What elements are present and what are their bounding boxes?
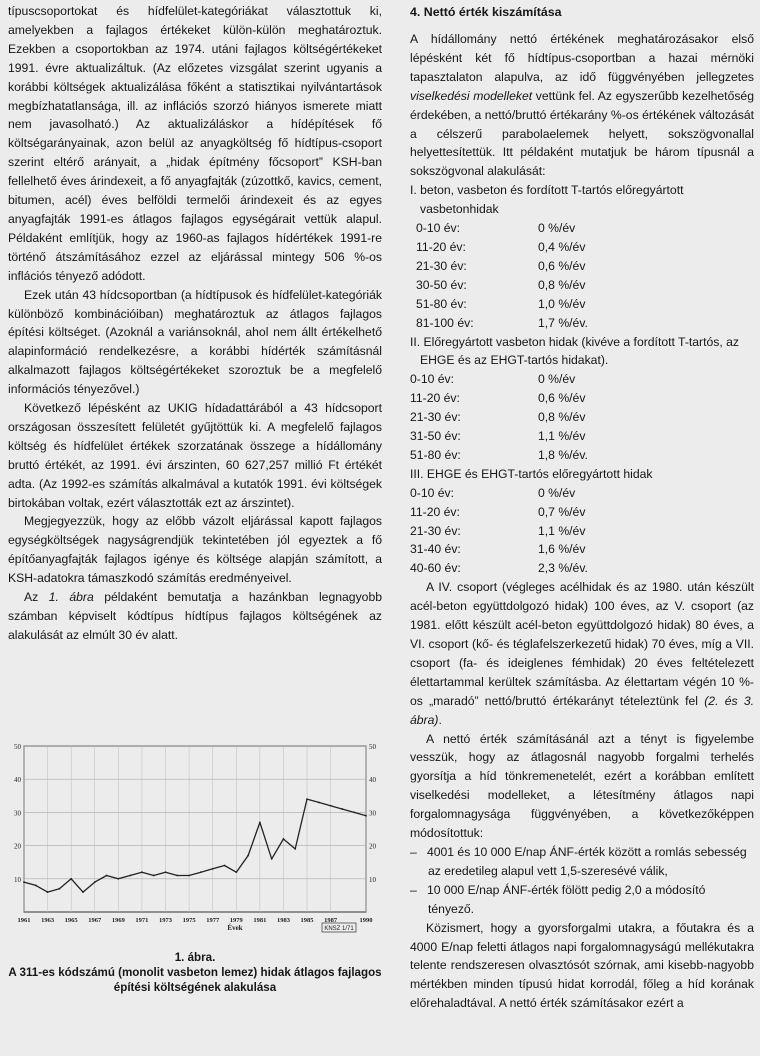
age-range: 40-60 év: (410, 561, 461, 576)
data-point (235, 871, 237, 873)
x-tick-label: 1969 (111, 917, 125, 924)
rate-value: 0,8 %/év (538, 410, 586, 425)
paragraph-2: Ezek után 43 hídcsoportban (a hídtípusok és hídfelület-kategóriák különböző kombinációiban) meghatároztuk az átlagos fajlagos építési költséget. (Azoknál a variánsoknál, ahol nem állt értékelhető alapinformáció rendelkezésre, a korábbi hídérték számításnál alkalmazott fajlagos költségértékeket szoroztuk be a megfelelő információs tényezővel.) (8, 287, 382, 397)
data-point (294, 848, 296, 850)
age-range: 0-10 év: (416, 221, 461, 236)
x-tick-label: 1990 (359, 917, 373, 924)
data-point (176, 875, 178, 877)
text-run: A hídállomány nettó értékének meghatározásakor első lépésként két fő hídtípus-csoportban a hazai mérnöki tapasztalaton alapulva, az idő függvényében jellegzetes (410, 32, 754, 84)
lifespan-paragraph (410, 578, 754, 729)
rate-value: 2,3 %/év. (538, 561, 588, 576)
data-point (106, 875, 108, 877)
data-point (47, 891, 49, 893)
text-run: példaként bemutatja a hazánkban legnagyobb számban képviselt kódtípus hídtípus fajlagos költségének az alakulását az elmúlt 30 év alatt. (8, 590, 383, 642)
y-tick-label: 10 (14, 875, 21, 884)
data-point (153, 875, 155, 877)
y-tick-label-right: 40 (369, 776, 376, 785)
paragraph-3: Következő lépésként az UKIG hídadattárából a 43 hídcsoport országosan összesített felületét gyűjtöttük ki. A megfelelő fajlagos költség és hídfelület értékek szorzatának összege a hídállomány bruttó értékét, az 1991. évi árszinten, 60 627,257 millió Ft értékét adta. (Az 1992-es számítás alkalmával a kutatók 1991. évi költségek birtokában voltak, ezért választották ezt az árszintet). (8, 401, 382, 510)
x-tick-label: 1975 (182, 917, 196, 924)
rate-row (410, 540, 754, 559)
y-tick-label-right: 10 (369, 875, 376, 884)
figure-caption (8, 950, 382, 995)
age-range: 11-20 év: (410, 504, 460, 519)
data-point (188, 875, 190, 877)
x-tick-label: 1961 (17, 917, 31, 924)
rate-row (410, 522, 754, 541)
age-range: 30-50 év: (416, 277, 467, 292)
data-point (212, 868, 214, 870)
rate-row (410, 559, 754, 578)
x-axis-label: Évek (227, 924, 243, 932)
age-range: 31-50 év: (410, 429, 461, 444)
x-tick-label: 1971 (135, 917, 149, 924)
figure-stamp: KNSZ 1/71 (324, 926, 354, 932)
left-column (8, 2, 382, 645)
age-range: 11-20 év: (410, 391, 460, 406)
age-range: 81-100 év: (416, 315, 474, 330)
group-2 (410, 333, 754, 465)
data-point (342, 808, 344, 810)
bullet-item: – 10 000 E/nap ÁNF-érték fölött pedig 2,0 a módosító tényező. (410, 882, 706, 916)
rate-row (410, 314, 754, 333)
data-point (35, 885, 37, 887)
age-range: 11-20 év: (416, 239, 466, 254)
age-range: 31-40 év: (410, 542, 461, 557)
rate-row (410, 427, 754, 446)
rate-row (410, 276, 754, 295)
rate-row (410, 257, 754, 276)
x-tick-label: 1985 (300, 917, 314, 924)
figure-reference: 1. ábra (48, 590, 94, 605)
x-tick-label: 1977 (206, 917, 220, 924)
rate-value: 1,0 %/év (538, 296, 586, 311)
rate-value: 0 %/év (538, 485, 576, 500)
x-tick-label: 1979 (229, 917, 243, 924)
group-heading: I. beton, vasbeton és fordított T-tartós előregyártott vasbetonhidak (410, 183, 684, 217)
rate-row (410, 219, 754, 238)
x-tick-label: 1967 (88, 917, 102, 924)
right-column (410, 2, 754, 1013)
section-heading: 4. Nettó érték kiszámítása (410, 5, 562, 19)
data-point (141, 871, 143, 873)
data-point (283, 838, 285, 840)
text-run: . (438, 712, 442, 727)
rate-value: 0,7 %/év (538, 504, 586, 519)
data-point (271, 858, 273, 860)
y-tick-label: 40 (14, 776, 21, 785)
group-heading: III. EHGE és EHGT-tartós előregyártott hidak (410, 466, 653, 481)
figure-label: 1. ábra. (174, 951, 216, 964)
age-range: 21-30 év: (410, 523, 461, 538)
rate-value: 1,1 %/év (538, 429, 586, 444)
data-point (259, 821, 261, 823)
rate-value: 0,8 %/év (538, 277, 586, 292)
x-tick-label: 1981 (253, 917, 267, 924)
x-tick-label: 1987 (324, 917, 338, 924)
text-run: vettünk fel. Az egyszerűbb kezelhetőség érdekében, a nettó/bruttó értékarány %-os értékének változását a célszerű parabolaelemek helyett, sokszögvonallal helyettesítettük. Itt példaként mutatjuk be három típusnál a sokszögvonal alakulását: (410, 88, 754, 179)
y-tick-label-right: 50 (369, 743, 376, 751)
rate-value: 0 %/év (538, 372, 576, 387)
final-paragraph: Közismert, hogy a gyorsforgalmi utakra, a főutakra és a 4000 E/nap feletti átlagos napi forgalomnagyságú mellékutakra telente rendszeresen olvasztósót szórnak, ami kisebb-nagyobb mértékben minden típusú hidat korrodál, főleg a híd korának előrehaladtával. A nettó érték számításakor ezért a (410, 920, 754, 1011)
figure-reference-paragraph (8, 588, 382, 645)
data-point (165, 871, 167, 873)
bullet-text: 4001 és 10 000 E/nap ÁNF-érték között a romlás sebesség az eredetileg alapul vett 1,5-szeresévé válik, (426, 844, 747, 878)
y-tick-label-right: 20 (369, 842, 376, 851)
data-point (353, 812, 355, 814)
data-point (82, 891, 84, 893)
group-1 (410, 181, 754, 332)
y-tick-label: 50 (14, 743, 21, 751)
figure-reference: (2. és 3. ábra) (410, 693, 755, 727)
age-range: 0-10 év: (410, 485, 455, 500)
rate-row (410, 295, 754, 314)
plot-frame (24, 746, 366, 912)
rate-row (410, 446, 754, 465)
rate-row (410, 238, 754, 257)
paragraph-4: Megjegyezzük, hogy az előbb vázolt eljárással kapott fajlagos egységköltségek nagyságrendjük tekintetében jól egyeztek a fő építőanyagfajták fajlagos igénye és költsége alapján számított, a KSH-adatokra támaszkodó számítás eredményeivel. (8, 514, 382, 586)
age-range: 51-80 év: (416, 296, 467, 311)
cost-line-chart (8, 740, 382, 948)
age-range: 51-80 év: (410, 447, 461, 462)
data-point (224, 865, 226, 867)
data-point (58, 888, 60, 890)
text-run: Az (24, 590, 49, 605)
figure-1 (8, 740, 382, 995)
rate-value: 0 %/év (538, 221, 576, 236)
data-point (70, 878, 72, 880)
bullet-text: 10 000 E/nap ÁNF-érték fölött pedig 2,0 a módosító tényező. (426, 882, 706, 916)
data-point (200, 871, 202, 873)
data-point (23, 881, 25, 883)
x-tick-label: 1965 (64, 917, 78, 924)
data-point (117, 878, 119, 880)
rate-row (410, 389, 754, 408)
figure-caption-text: A 311-es kódszámú (monolit vasbeton lemez) hidak átlagos fajlagos építési költségének alakulása (8, 966, 382, 994)
y-tick-label: 20 (14, 842, 21, 851)
age-range: 21-30 év: (410, 410, 461, 425)
rate-row (410, 484, 754, 503)
data-point (129, 875, 131, 877)
data-point (365, 815, 367, 817)
rate-value: 0,6 %/év (538, 258, 586, 273)
x-tick-label: 1963 (41, 917, 55, 924)
emphasis: viselkedési modelleket (410, 88, 533, 103)
rate-value: 1,6 %/év (538, 542, 586, 557)
rate-value: 0,6 %/év (538, 391, 586, 406)
text-run: A IV. csoport (végleges acélhidak és az 1980. után készült acél-beton együttdolgozó hidak) 100 éves, az V. csoport (az 1981. előtt készült acél-beton együttdolgozó hidak) 80 éves, a VI. csoport (kő- és téglafelszerkezetű hidak) 70 éves, míg a VII. csoport (fa- és ideiglenes fémhidak) 20 éves feltételezett élettartammal kerültek számításba. Az élettartam végén 10 %-os „maradó” nettó/bruttó értékarányt tételeztünk fel (410, 580, 754, 708)
data-point (94, 881, 96, 883)
bullet-item: – 4001 és 10 000 E/nap ÁNF-érték között a romlás sebesség az eredetileg alapul vett 1,5-szeresévé válik, (410, 844, 747, 878)
group-heading: II. Előregyártott vasbeton hidak (kivéve a fordított T-tartós, az EHGE és az EHGT-tartós hidakat). (410, 334, 739, 368)
data-point (247, 855, 249, 857)
data-point (306, 798, 308, 800)
data-point (318, 802, 320, 804)
paragraph-1: típuscsoportokat és hídfelület-kategóriákat választottuk ki, amelyekben a fajlagos értékeket külön-külön meghatároztuk. Ezekben a csoportokban az 1974. utáni fajlagos költségértékeket 1991. évre aktualizáltuk. (Az előzetes vizsgálat szerint ugyanis a korábbi költségek aktualizálása főként a statisztikai nyilvántartások megbízhatatlansága, ill. az inflációs szorzó hiányos ismerete miatt nem javasolható.) Az aktualizáláskor a hídépítések fő költségarányainak, azon belül az anyagköltség fő hídtípus-csoport szerint eltérő arányait, a „hidak építmény főcsoport” KSH-ban fellelhető éves árindexeit, a fő anyagfajták (zúzottkő, kavics, cement, bitumen, acél) éves belföldi termelői árindexeit és az egyes anyagfajták 1991-es átlagos fajlagos egységárait vettük alapul. Példaként említjük, hogy az 1960-as fajlagos hídértékek 1991-re történő átszámításához ezzel az eljárással mintegy 506 %-os inflációs tényező adódott. (8, 4, 382, 283)
rate-row (410, 503, 754, 522)
age-range: 0-10 év: (410, 372, 455, 387)
x-tick-label: 1983 (276, 917, 290, 924)
y-tick-label: 30 (14, 809, 21, 818)
data-point (330, 805, 332, 807)
x-tick-label: 1973 (159, 917, 173, 924)
rate-row (410, 408, 754, 427)
traffic-paragraph: A nettó érték számításánál azt a tényt is figyelembe vesszük, hogy az átlagosnál nagyobb forgalmi terhelés gyorsítja a híd tönkremenetelét, ezért a korábban említett viselkedési modelleket, a létesítmény átlagos napi forgalomnagysága függvényében, a következőképpen módosítottuk: (410, 731, 754, 841)
rate-value: 0,4 %/év (538, 239, 586, 254)
rate-value: 1,8 %/év. (538, 447, 588, 462)
age-range: 21-30 év: (416, 258, 467, 273)
intro-paragraph (410, 30, 754, 181)
rate-value: 1,7 %/év. (538, 315, 588, 330)
rate-row (410, 370, 754, 389)
y-tick-label-right: 30 (369, 809, 376, 818)
rate-value: 1,1 %/év (538, 523, 586, 538)
group-3 (410, 465, 754, 578)
